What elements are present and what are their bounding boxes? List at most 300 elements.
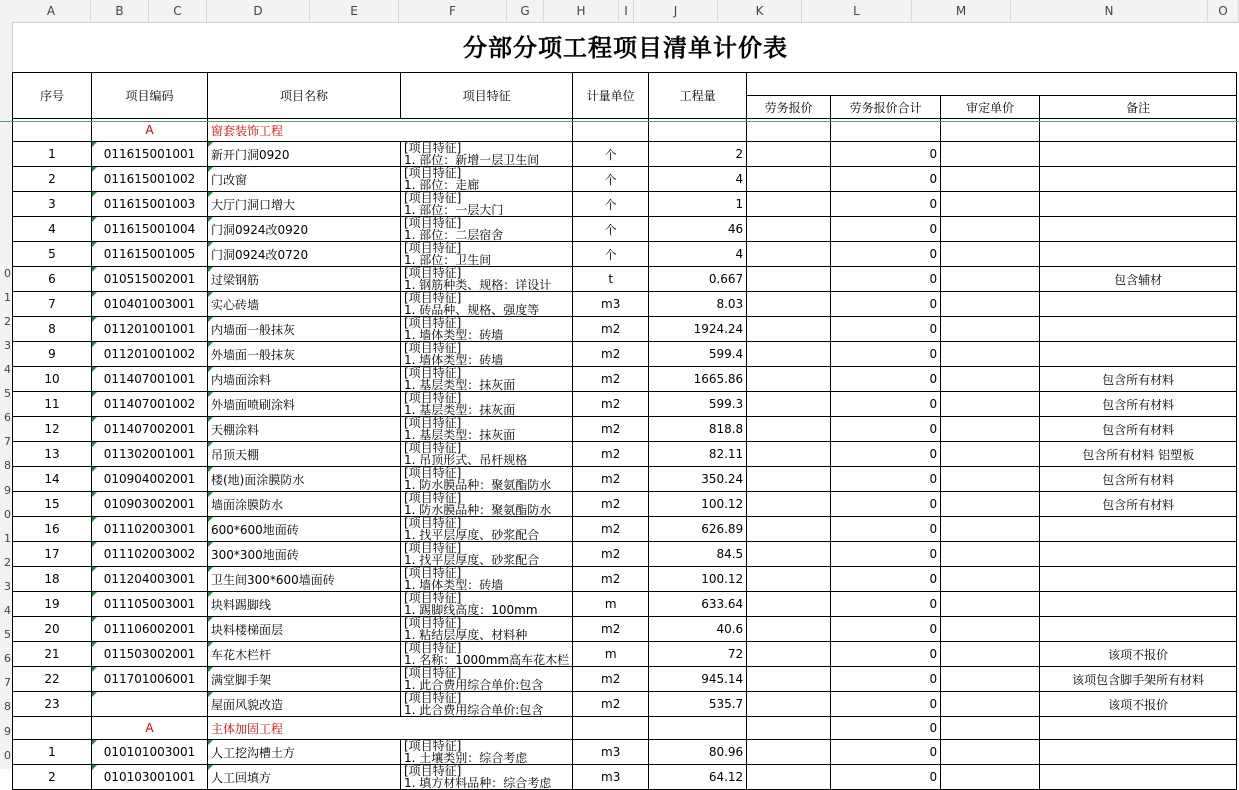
cell-labor-total[interactable]: 0 bbox=[831, 367, 941, 392]
column-header-a[interactable]: A bbox=[12, 0, 91, 22]
cell-code[interactable]: 010904002001 bbox=[92, 467, 208, 492]
cell-audit-price[interactable] bbox=[941, 392, 1040, 417]
cell-labor-total[interactable]: 0 bbox=[831, 592, 941, 617]
cell-qty[interactable]: 84.5 bbox=[649, 542, 747, 567]
column-header-l[interactable]: L bbox=[802, 0, 912, 22]
cell-code[interactable]: 011102003002 bbox=[92, 542, 208, 567]
cell-feature[interactable] bbox=[401, 342, 573, 367]
cell-labor-price[interactable] bbox=[747, 467, 831, 492]
cell-unit[interactable]: 个 bbox=[573, 242, 649, 267]
cell-unit[interactable]: m2 bbox=[573, 367, 649, 392]
cell-remark[interactable] bbox=[1040, 167, 1237, 192]
cell-unit[interactable]: m2 bbox=[573, 342, 649, 367]
cell-audit-price[interactable] bbox=[941, 317, 1040, 342]
cell-labor-total[interactable]: 0 bbox=[831, 467, 941, 492]
cell-qty[interactable]: 599.4 bbox=[649, 342, 747, 367]
cell-qty[interactable]: 2 bbox=[649, 142, 747, 167]
cell-seq[interactable]: 12 bbox=[13, 417, 92, 442]
row-number[interactable]: 2 bbox=[4, 314, 11, 328]
column-header-i[interactable]: I bbox=[619, 0, 634, 22]
cell-labor-total[interactable]: 0 bbox=[831, 317, 941, 342]
cell-unit[interactable]: m2 bbox=[573, 317, 649, 342]
cell-code[interactable]: 011105003001 bbox=[92, 592, 208, 617]
cell-feature[interactable] bbox=[401, 317, 573, 342]
cell-remark[interactable] bbox=[1040, 740, 1237, 765]
cell-qty[interactable]: 8.03 bbox=[649, 292, 747, 317]
cell-name[interactable]: 600*600地面砖 bbox=[208, 517, 401, 542]
cell-feature[interactable] bbox=[401, 592, 573, 617]
cell-audit-price[interactable] bbox=[941, 442, 1040, 467]
cell-remark[interactable] bbox=[1040, 617, 1237, 642]
cell-qty[interactable]: 46 bbox=[649, 217, 747, 242]
column-header-k[interactable]: K bbox=[718, 0, 802, 22]
cell-name[interactable]: 过梁钢筋 bbox=[208, 267, 401, 292]
cell-qty[interactable]: 599.3 bbox=[649, 392, 747, 417]
cell-code[interactable]: 010903002001 bbox=[92, 492, 208, 517]
cell-labor-price[interactable] bbox=[747, 292, 831, 317]
cell-labor-price[interactable] bbox=[747, 142, 831, 167]
cell-unit[interactable]: m2 bbox=[573, 692, 649, 717]
cell-labor-total[interactable]: 0 bbox=[831, 192, 941, 217]
column-header-n[interactable]: N bbox=[1011, 0, 1208, 22]
column-header-b[interactable]: B bbox=[91, 0, 149, 22]
cell-feature[interactable] bbox=[401, 167, 573, 192]
cell-remark[interactable] bbox=[1040, 765, 1237, 790]
header-feature[interactable]: 项目特征 bbox=[401, 73, 573, 119]
cell-remark[interactable] bbox=[1040, 542, 1237, 567]
cell-labor-total[interactable]: 0 bbox=[831, 417, 941, 442]
cell-name[interactable]: 大厅门洞口增大 bbox=[208, 192, 401, 217]
cell-qty[interactable]: 1 bbox=[649, 192, 747, 217]
cell-labor-price[interactable] bbox=[747, 567, 831, 592]
cell-labor-price[interactable] bbox=[747, 517, 831, 542]
cell-code[interactable]: 011503002001 bbox=[92, 642, 208, 667]
cell-unit[interactable]: m2 bbox=[573, 567, 649, 592]
cell-labor-price[interactable] bbox=[747, 542, 831, 567]
cell-labor-price[interactable] bbox=[747, 192, 831, 217]
cell-labor-price[interactable] bbox=[747, 442, 831, 467]
cell-feature[interactable] bbox=[401, 517, 573, 542]
cell-feature[interactable] bbox=[401, 217, 573, 242]
cell-unit[interactable]: 个 bbox=[573, 167, 649, 192]
cell-remark[interactable]: 包含所有材料 bbox=[1040, 467, 1237, 492]
cell-labor-price[interactable] bbox=[747, 492, 831, 517]
cell-labor-price[interactable] bbox=[747, 417, 831, 442]
cell-code[interactable]: 011201001001 bbox=[92, 317, 208, 342]
cell-audit-price[interactable] bbox=[941, 692, 1040, 717]
cell-labor-total[interactable]: 0 bbox=[831, 642, 941, 667]
column-header-h[interactable]: H bbox=[544, 0, 619, 22]
cell-labor-price[interactable] bbox=[747, 167, 831, 192]
cell-feature[interactable] bbox=[401, 392, 573, 417]
cell-labor-total[interactable]: 0 bbox=[831, 717, 941, 740]
cell-labor-price[interactable] bbox=[747, 765, 831, 790]
cell-seq[interactable]: 17 bbox=[13, 542, 92, 567]
row-number[interactable]: 3 bbox=[4, 338, 11, 352]
cell-audit-price[interactable] bbox=[941, 642, 1040, 667]
cell-qty[interactable]: 633.64 bbox=[649, 592, 747, 617]
row-number[interactable]: 4 bbox=[4, 604, 11, 617]
cell-feature[interactable] bbox=[401, 740, 573, 765]
cell-section-code[interactable]: A bbox=[92, 717, 208, 740]
cell-labor-total[interactable]: 0 bbox=[831, 542, 941, 567]
cell-unit[interactable]: m2 bbox=[573, 667, 649, 692]
cell-audit-price[interactable] bbox=[941, 242, 1040, 267]
row-number[interactable]: 5 bbox=[4, 387, 11, 401]
cell-name[interactable]: 满堂脚手架 bbox=[208, 667, 401, 692]
cell-audit-price[interactable] bbox=[941, 667, 1040, 692]
cell-name[interactable]: 吊顶天棚 bbox=[208, 442, 401, 467]
cell-unit[interactable]: m2 bbox=[573, 467, 649, 492]
cell-unit[interactable]: m2 bbox=[573, 542, 649, 567]
cell-remark[interactable]: 包含所有材料 bbox=[1040, 392, 1237, 417]
cell-remark[interactable]: 该项包含脚手架所有材料 bbox=[1040, 667, 1237, 692]
cell-feature[interactable] bbox=[401, 367, 573, 392]
cell-name[interactable]: 内墙面一般抹灰 bbox=[208, 317, 401, 342]
cell-labor-price[interactable] bbox=[747, 392, 831, 417]
cell-seq[interactable]: 10 bbox=[13, 367, 92, 392]
cell-qty[interactable]: 535.7 bbox=[649, 692, 747, 717]
cell-unit[interactable]: m3 bbox=[573, 740, 649, 765]
cell-remark[interactable]: 包含所有材料 bbox=[1040, 492, 1237, 517]
cell-name[interactable]: 块料踢脚线 bbox=[208, 592, 401, 617]
cell-feature[interactable] bbox=[401, 267, 573, 292]
cell-audit-price[interactable] bbox=[941, 367, 1040, 392]
column-header-d[interactable]: D bbox=[207, 0, 310, 22]
cell-name[interactable]: 门洞0924改0920 bbox=[208, 217, 401, 242]
cell-name[interactable]: 块料楼梯面层 bbox=[208, 617, 401, 642]
cell-feature[interactable] bbox=[401, 617, 573, 642]
row-number[interactable]: 1 bbox=[4, 531, 11, 545]
cell-feature[interactable] bbox=[401, 442, 573, 467]
cell-qty[interactable]: 82.11 bbox=[649, 442, 747, 467]
cell-code[interactable]: 011102003001 bbox=[92, 517, 208, 542]
cell-unit[interactable]: m2 bbox=[573, 442, 649, 467]
column-header-c[interactable]: C bbox=[149, 0, 207, 22]
header-name[interactable]: 项目名称 bbox=[208, 73, 401, 119]
cell-feature[interactable] bbox=[401, 567, 573, 592]
header-labor-total[interactable]: 劳务报价合计 bbox=[831, 96, 941, 119]
cell-labor-price[interactable] bbox=[747, 692, 831, 717]
header-audit-price[interactable]: 审定单价 bbox=[941, 96, 1040, 119]
cell-remark[interactable] bbox=[1040, 292, 1237, 317]
cell-remark[interactable] bbox=[1040, 342, 1237, 367]
cell-feature[interactable] bbox=[401, 542, 573, 567]
cell-code[interactable]: 010401003001 bbox=[92, 292, 208, 317]
cell-seq[interactable]: 18 bbox=[13, 567, 92, 592]
cell-seq[interactable]: 23 bbox=[13, 692, 92, 717]
cell-name[interactable]: 人工挖沟槽土方 bbox=[208, 740, 401, 765]
cell-labor-price[interactable] bbox=[747, 317, 831, 342]
column-header-o[interactable]: O bbox=[1208, 0, 1239, 22]
cell-seq[interactable]: 1 bbox=[13, 142, 92, 167]
cell-audit-price[interactable] bbox=[941, 467, 1040, 492]
cell-qty[interactable]: 1924.24 bbox=[649, 317, 747, 342]
cell-seq[interactable]: 3 bbox=[13, 192, 92, 217]
cell-code[interactable]: 011615001001 bbox=[92, 142, 208, 167]
column-header-g[interactable]: G bbox=[507, 0, 544, 22]
cell-feature[interactable] bbox=[401, 417, 573, 442]
cell-labor-total[interactable]: 0 bbox=[831, 765, 941, 790]
cell-remark[interactable]: 包含所有材料 bbox=[1040, 367, 1237, 392]
column-header-j[interactable]: J bbox=[634, 0, 718, 22]
cell-qty[interactable]: 100.12 bbox=[649, 567, 747, 592]
cell-remark[interactable] bbox=[1040, 717, 1237, 740]
column-header-f[interactable]: F bbox=[399, 0, 507, 22]
header-labor-price[interactable]: 劳务报价 bbox=[747, 96, 831, 119]
cell-seq[interactable]: 16 bbox=[13, 517, 92, 542]
cell-labor-total[interactable]: 0 bbox=[831, 217, 941, 242]
cell-labor-price[interactable] bbox=[747, 642, 831, 667]
cell-qty[interactable]: 945.14 bbox=[649, 667, 747, 692]
row-number[interactable]: 9 bbox=[4, 483, 11, 497]
cell-feature[interactable] bbox=[401, 192, 573, 217]
cell-remark[interactable] bbox=[1040, 192, 1237, 217]
cell-seq[interactable]: 6 bbox=[13, 267, 92, 292]
cell-unit[interactable]: m2 bbox=[573, 617, 649, 642]
row-number[interactable]: 6 bbox=[4, 652, 11, 666]
header-qty[interactable]: 工程量 bbox=[649, 73, 747, 119]
cell-unit[interactable]: m2 bbox=[573, 517, 649, 542]
cell-name[interactable]: 300*300地面砖 bbox=[208, 542, 401, 567]
cell-qty[interactable]: 80.96 bbox=[649, 740, 747, 765]
cell-feature[interactable] bbox=[401, 142, 573, 167]
cell-section-name[interactable]: 窗套装饰工程 bbox=[208, 119, 573, 142]
row-number[interactable]: 0 bbox=[4, 748, 11, 762]
cell-seq[interactable]: 14 bbox=[13, 467, 92, 492]
row-number[interactable]: 8 bbox=[4, 700, 11, 714]
cell-labor-total[interactable]: 0 bbox=[831, 142, 941, 167]
cell-qty[interactable]: 4 bbox=[649, 167, 747, 192]
cell-name[interactable]: 墙面涂膜防水 bbox=[208, 492, 401, 517]
cell-code[interactable]: 011615001004 bbox=[92, 217, 208, 242]
cell-code[interactable]: 011615001002 bbox=[92, 167, 208, 192]
cell-labor-total[interactable]: 0 bbox=[831, 740, 941, 765]
cell-remark[interactable]: 包含所有材料 bbox=[1040, 417, 1237, 442]
cell-code[interactable] bbox=[92, 692, 208, 717]
cell-name[interactable]: 外墙面喷刷涂料 bbox=[208, 392, 401, 417]
cell-audit-price[interactable] bbox=[941, 417, 1040, 442]
cell-qty[interactable]: 0.667 bbox=[649, 267, 747, 292]
cell-qty[interactable]: 64.12 bbox=[649, 765, 747, 790]
row-number[interactable]: 1 bbox=[4, 290, 11, 304]
cell-audit-price[interactable] bbox=[941, 517, 1040, 542]
cell-labor-total[interactable]: 0 bbox=[831, 242, 941, 267]
cell-labor-total[interactable]: 0 bbox=[831, 517, 941, 542]
cell-labor-price[interactable] bbox=[747, 617, 831, 642]
header-seq[interactable]: 序号 bbox=[13, 73, 92, 119]
cell-labor-total[interactable]: 0 bbox=[831, 167, 941, 192]
row-number[interactable]: 2 bbox=[4, 555, 11, 569]
cell-audit-price[interactable] bbox=[941, 617, 1040, 642]
cell-audit-price[interactable] bbox=[941, 267, 1040, 292]
cell-audit-price[interactable] bbox=[941, 217, 1040, 242]
cell-name[interactable]: 人工回填方 bbox=[208, 765, 401, 790]
cell-unit[interactable]: t bbox=[573, 267, 649, 292]
cell-remark[interactable]: 包含所有材料 铝塑板 bbox=[1040, 442, 1237, 467]
cell-seq[interactable]: 9 bbox=[13, 342, 92, 367]
header-remark[interactable]: 备注 bbox=[1040, 96, 1237, 119]
cell-unit[interactable]: m2 bbox=[573, 492, 649, 517]
row-number[interactable]: 9 bbox=[4, 724, 11, 738]
cell-audit-price[interactable] bbox=[941, 192, 1040, 217]
cell-seq[interactable]: 4 bbox=[13, 217, 92, 242]
cell-labor-price[interactable] bbox=[747, 740, 831, 765]
cell-feature[interactable] bbox=[401, 292, 573, 317]
cell-audit-price[interactable] bbox=[941, 765, 1040, 790]
cell-name[interactable]: 天棚涂料 bbox=[208, 417, 401, 442]
cell-code[interactable]: 011701006001 bbox=[92, 667, 208, 692]
cell-code[interactable]: 011302001001 bbox=[92, 442, 208, 467]
row-number[interactable]: 6 bbox=[4, 411, 11, 425]
cell-audit-price[interactable] bbox=[941, 342, 1040, 367]
row-number[interactable]: 4 bbox=[4, 363, 11, 376]
cell-labor-price[interactable] bbox=[747, 667, 831, 692]
cell-qty[interactable]: 4 bbox=[649, 242, 747, 267]
cell-name[interactable]: 实心砖墙 bbox=[208, 292, 401, 317]
cell-name[interactable]: 门改窗 bbox=[208, 167, 401, 192]
cell-remark[interactable]: 该项不报价 bbox=[1040, 692, 1237, 717]
cell-code[interactable]: 010515002001 bbox=[92, 267, 208, 292]
cell-audit-price[interactable] bbox=[941, 717, 1040, 740]
cell-name[interactable]: 外墙面一般抹灰 bbox=[208, 342, 401, 367]
spreadsheet-grid[interactable] bbox=[12, 22, 1239, 790]
cell-labor-price[interactable] bbox=[747, 267, 831, 292]
cell-name[interactable]: 新开门洞0920 bbox=[208, 142, 401, 167]
cell-remark[interactable] bbox=[1040, 567, 1237, 592]
cell-remark[interactable] bbox=[1040, 142, 1237, 167]
cell-seq[interactable]: 11 bbox=[13, 392, 92, 417]
cell-code[interactable]: 011407001001 bbox=[92, 367, 208, 392]
row-number[interactable]: 5 bbox=[4, 628, 11, 642]
cell-audit-price[interactable] bbox=[941, 292, 1040, 317]
cell-qty[interactable]: 100.12 bbox=[649, 492, 747, 517]
cell-qty[interactable]: 40.6 bbox=[649, 617, 747, 642]
cell-labor-total[interactable]: 0 bbox=[831, 617, 941, 642]
cell-qty[interactable]: 626.89 bbox=[649, 517, 747, 542]
row-number[interactable]: 3 bbox=[4, 579, 11, 593]
cell-labor-price[interactable] bbox=[747, 242, 831, 267]
cell-remark[interactable]: 该项不报价 bbox=[1040, 642, 1237, 667]
cell-remark[interactable] bbox=[1040, 242, 1237, 267]
cell-unit[interactable]: 个 bbox=[573, 217, 649, 242]
cell-seq[interactable]: 15 bbox=[13, 492, 92, 517]
cell-feature[interactable] bbox=[401, 492, 573, 517]
row-number[interactable]: 8 bbox=[4, 459, 11, 473]
cell-feature[interactable] bbox=[401, 467, 573, 492]
cell-labor-total[interactable]: 0 bbox=[831, 267, 941, 292]
cell-unit[interactable]: m bbox=[573, 642, 649, 667]
cell-code[interactable]: 010101003001 bbox=[92, 740, 208, 765]
cell-seq[interactable] bbox=[13, 717, 92, 740]
cell-unit[interactable]: m2 bbox=[573, 417, 649, 442]
cell-remark[interactable] bbox=[1040, 217, 1237, 242]
row-number[interactable]: 0 bbox=[4, 266, 11, 280]
cell-labor-total[interactable]: 0 bbox=[831, 692, 941, 717]
cell-section-code[interactable]: A bbox=[92, 119, 208, 142]
cell-labor-price[interactable] bbox=[747, 217, 831, 242]
cell-name[interactable]: 门洞0924改0720 bbox=[208, 242, 401, 267]
row-number[interactable]: 7 bbox=[4, 676, 11, 690]
cell-feature[interactable] bbox=[401, 692, 573, 717]
cell-qty[interactable]: 818.8 bbox=[649, 417, 747, 442]
cell-remark[interactable]: 包含辅材 bbox=[1040, 267, 1237, 292]
cell-labor-price[interactable] bbox=[747, 342, 831, 367]
cell-remark[interactable] bbox=[1040, 317, 1237, 342]
cell-code[interactable]: 011615001005 bbox=[92, 242, 208, 267]
cell-code[interactable]: 011106002001 bbox=[92, 617, 208, 642]
cell-qty[interactable]: 1665.86 bbox=[649, 367, 747, 392]
cell-seq[interactable]: 5 bbox=[13, 242, 92, 267]
cell-unit[interactable] bbox=[573, 717, 649, 740]
cell-feature[interactable] bbox=[401, 642, 573, 667]
row-number[interactable]: 0 bbox=[4, 507, 11, 521]
cell-seq[interactable]: 22 bbox=[13, 667, 92, 692]
cell-code[interactable]: 011615001003 bbox=[92, 192, 208, 217]
cell-feature[interactable] bbox=[401, 765, 573, 790]
cell-code[interactable]: 010103001001 bbox=[92, 765, 208, 790]
cell-code[interactable]: 011407001002 bbox=[92, 392, 208, 417]
header-group-blank[interactable] bbox=[747, 73, 1237, 96]
cell-unit[interactable]: m3 bbox=[573, 765, 649, 790]
cell-labor-total[interactable]: 0 bbox=[831, 567, 941, 592]
cell-labor-price[interactable] bbox=[747, 592, 831, 617]
cell-audit-price[interactable] bbox=[941, 492, 1040, 517]
header-code[interactable]: 项目编码 bbox=[92, 73, 208, 119]
cell-seq[interactable]: 13 bbox=[13, 442, 92, 467]
cell-audit-price[interactable] bbox=[941, 740, 1040, 765]
cell-name[interactable]: 楼(地)面涂膜防水 bbox=[208, 467, 401, 492]
cell-seq[interactable]: 2 bbox=[13, 167, 92, 192]
cell-labor-price[interactable] bbox=[747, 717, 831, 740]
cell-unit[interactable]: m bbox=[573, 592, 649, 617]
cell-labor-total[interactable]: 0 bbox=[831, 342, 941, 367]
cell-section-name[interactable]: 主体加固工程 bbox=[208, 717, 573, 740]
cell-unit[interactable]: 个 bbox=[573, 142, 649, 167]
cell-labor-total[interactable]: 0 bbox=[831, 667, 941, 692]
cell-audit-price[interactable] bbox=[941, 567, 1040, 592]
cell-feature[interactable] bbox=[401, 242, 573, 267]
column-header-e[interactable]: E bbox=[310, 0, 399, 22]
cell-seq[interactable]: 7 bbox=[13, 292, 92, 317]
cell-code[interactable]: 011201001002 bbox=[92, 342, 208, 367]
cell-seq[interactable]: 19 bbox=[13, 592, 92, 617]
cell-code[interactable]: 011204003001 bbox=[92, 567, 208, 592]
cell-remark[interactable] bbox=[1040, 592, 1237, 617]
cell-qty[interactable]: 350.24 bbox=[649, 467, 747, 492]
cell-unit[interactable]: m2 bbox=[573, 392, 649, 417]
cell-seq[interactable]: 20 bbox=[13, 617, 92, 642]
header-unit[interactable]: 计量单位 bbox=[573, 73, 649, 119]
cell-audit-price[interactable] bbox=[941, 167, 1040, 192]
cell-labor-price[interactable] bbox=[747, 367, 831, 392]
row-number[interactable]: 7 bbox=[4, 435, 11, 449]
cell-name[interactable]: 卫生间300*600墙面砖 bbox=[208, 567, 401, 592]
cell-seq[interactable]: 1 bbox=[13, 740, 92, 765]
cell-qty[interactable]: 72 bbox=[649, 642, 747, 667]
cell-labor-total[interactable]: 0 bbox=[831, 392, 941, 417]
cell-audit-price[interactable] bbox=[941, 542, 1040, 567]
cell-unit[interactable]: m3 bbox=[573, 292, 649, 317]
cell-name[interactable]: 屋面风貌改造 bbox=[208, 692, 401, 717]
cell-unit[interactable]: 个 bbox=[573, 192, 649, 217]
cell-remark[interactable] bbox=[1040, 517, 1237, 542]
cell-seq[interactable]: 21 bbox=[13, 642, 92, 667]
cell-audit-price[interactable] bbox=[941, 592, 1040, 617]
cell-labor-total[interactable]: 0 bbox=[831, 492, 941, 517]
cell-labor-total[interactable]: 0 bbox=[831, 442, 941, 467]
cell-seq[interactable]: 8 bbox=[13, 317, 92, 342]
